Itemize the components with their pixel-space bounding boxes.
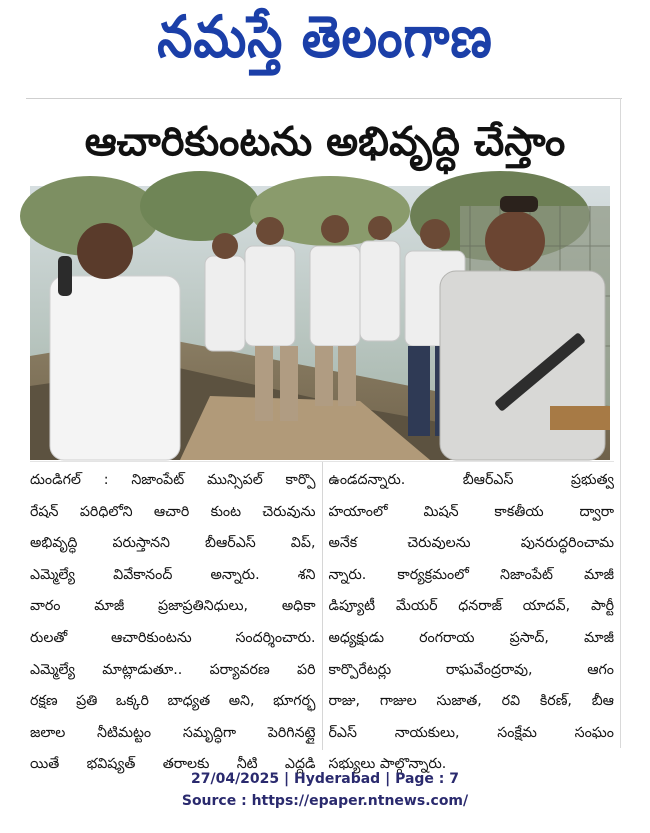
article-column-left — [30, 462, 322, 773]
article-line: రక్షణ ప్రతి ఒక్కరి బాధ్యత అని, భూగర్భ — [30, 693, 316, 710]
article-line: యితే భవిష్యత్ తరాలకు నీటి ఎద్దడి — [30, 756, 316, 773]
article-line: ఎమ్మెల్యే మాట్లాడుతూ.. పర్యావరణ పరి — [30, 661, 316, 678]
article-line: జలాల నీటిమట్టం సమృద్ధిగా పెరిగినట్లై — [30, 724, 316, 741]
article-line: హయాంలో మిషన్ కాకతీయ ద్వారా — [328, 503, 614, 520]
article-line: దుండిగల్ : నిజాంపేట్ మున్సిపల్ కార్పొ — [30, 472, 316, 488]
article-line: అనేక చెరువులను పునరుద్ధరించామ — [328, 535, 614, 552]
masthead-title: నమస్తే తెలంగాణ — [157, 3, 493, 70]
footer — [0, 768, 650, 812]
article-line: వారం మాజీ ప్రజాప్రతినిధులు, అధికా — [30, 598, 316, 615]
news-photo — [30, 186, 610, 460]
article-line: న్నారు. కార్యక్రమంలో నిజాంపేట్ మాజీ — [328, 566, 614, 583]
article-line: రాజు, గాజుల సుజాత, రవి కిరణ్, బీఆ — [328, 693, 614, 710]
article-line: అధ్యక్షుడు రంగరాయ ప్రసాద్, మాజీ — [328, 629, 614, 646]
article-line: సభ్యులు పాల్గొన్నారు. — [328, 756, 447, 773]
footer-source: Source : https://epaper.ntnews.com/ — [181, 793, 469, 809]
article-headline: ఆచారికుంటను అభివృద్ధి చేస్తాం — [84, 119, 566, 165]
footer-dateline: 27/04/2025 | Hyderabad | Page : 7 — [190, 771, 460, 787]
column-divider-right — [620, 98, 621, 748]
article-line: ఎమ్మెల్యే వివేకానంద్ అన్నారు. శని — [30, 566, 316, 583]
article-line: అభివృద్ధి పరుస్తానని బీఆర్ఎస్ విప్, — [30, 535, 316, 552]
top-divider — [26, 98, 622, 99]
masthead — [0, 0, 650, 88]
article-line: ర్ఎస్ నాయకులు, సంక్షేమ సంఘం — [328, 724, 614, 741]
article-body — [30, 461, 614, 773]
article-column-right — [322, 462, 615, 773]
article-line: ఉండదన్నారు. బీఆర్ఎస్ ప్రభుత్వ — [328, 472, 614, 488]
article-line: రులతో ఆచారికుంటను సందర్శించారు. — [30, 629, 316, 646]
article-line: కార్పొరేటర్లు రాఘవేంద్రరావు, ఆగం — [328, 661, 614, 678]
article-line: డిప్యూటీ మేయర్ ధనరాజ్ యాదవ్, పార్టీ — [328, 598, 614, 615]
article-line: రేషన్ పరిధిలోని ఆచారి కుంట చెరువును — [30, 503, 316, 520]
